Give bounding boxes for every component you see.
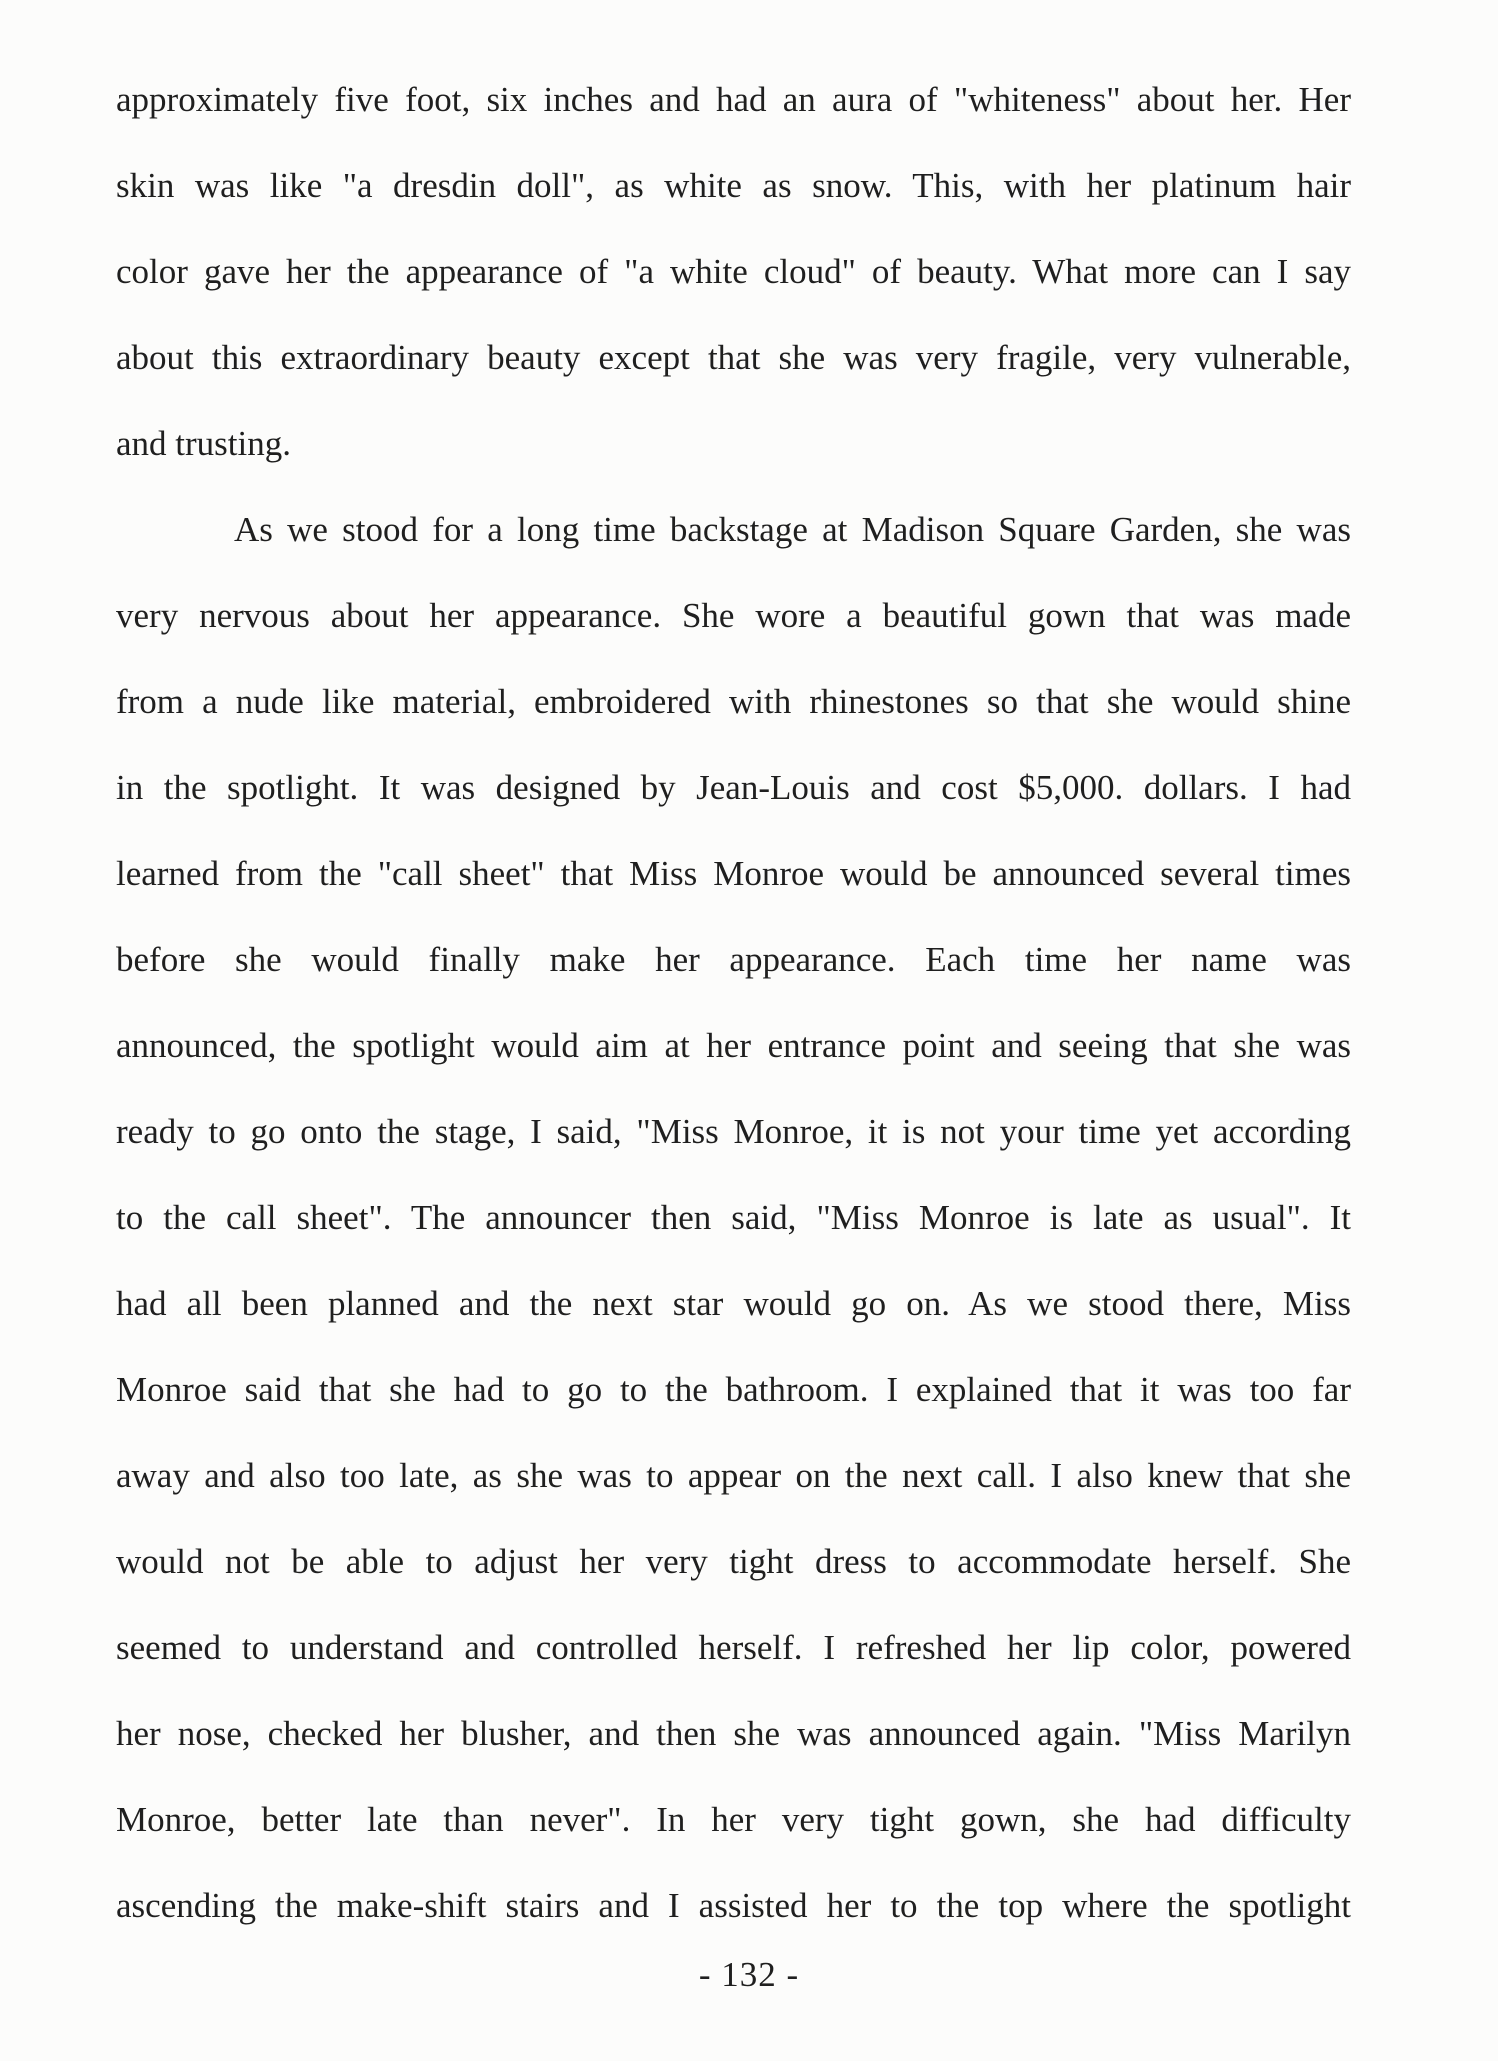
text-line: As we stood for a long time backstage at Madison Square Garden, she was (234, 510, 1351, 549)
text-line: seemed to understand and controlled herself. I refreshed her lip color, powered (116, 1628, 1351, 1667)
text-line: about this extraordinary beauty except that she was very fragile, very vulnerable, (116, 338, 1351, 377)
text-line: would not be able to adjust her very tight dress to accommodate herself. She (116, 1542, 1351, 1581)
text-line: Monroe said that she had to go to the bathroom. I explained that it was too far (116, 1370, 1351, 1409)
body-text (116, 70, 1351, 1962)
text-line: and trusting. (116, 424, 291, 463)
page-number: - 132 - (698, 1955, 800, 1994)
text-line: before she would finally make her appearance. Each time her name was (116, 940, 1351, 979)
text-line: Monroe, better late than never". In her very tight gown, she had difficulty (116, 1800, 1351, 1839)
text-line: learned from the "call sheet" that Miss Monroe would be announced several times (116, 854, 1351, 893)
text-line: skin was like "a dresdin doll", as white as snow. This, with her platinum hair (116, 166, 1351, 205)
text-line: her nose, checked her blusher, and then she was announced again. "Miss Marilyn (116, 1714, 1351, 1753)
text-line: in the spotlight. It was designed by Jean-Louis and cost $5,000. dollars. I had (116, 768, 1351, 807)
text-line: had all been planned and the next star would go on. As we stood there, Miss (116, 1284, 1351, 1323)
text-line: color gave her the appearance of "a white cloud" of beauty. What more can I say (116, 252, 1351, 291)
text-line: away and also too late, as she was to appear on the next call. I also knew that she (116, 1456, 1351, 1495)
text-line: ready to go onto the stage, I said, "Miss Monroe, it is not your time yet according (116, 1112, 1351, 1151)
text-line: to the call sheet". The announcer then said, "Miss Monroe is late as usual". It (116, 1198, 1351, 1237)
text-line: very nervous about her appearance. She wore a beautiful gown that was made (116, 596, 1351, 635)
text-line: ascending the make-shift stairs and I assisted her to the top where the spotlight (116, 1886, 1351, 1925)
text-line: approximately five foot, six inches and had an aura of "whiteness" about her. Her (116, 80, 1351, 119)
text-line: from a nude like material, embroidered with rhinestones so that she would shine (116, 682, 1351, 721)
text-line: announced, the spotlight would aim at her entrance point and seeing that she was (116, 1026, 1351, 1065)
